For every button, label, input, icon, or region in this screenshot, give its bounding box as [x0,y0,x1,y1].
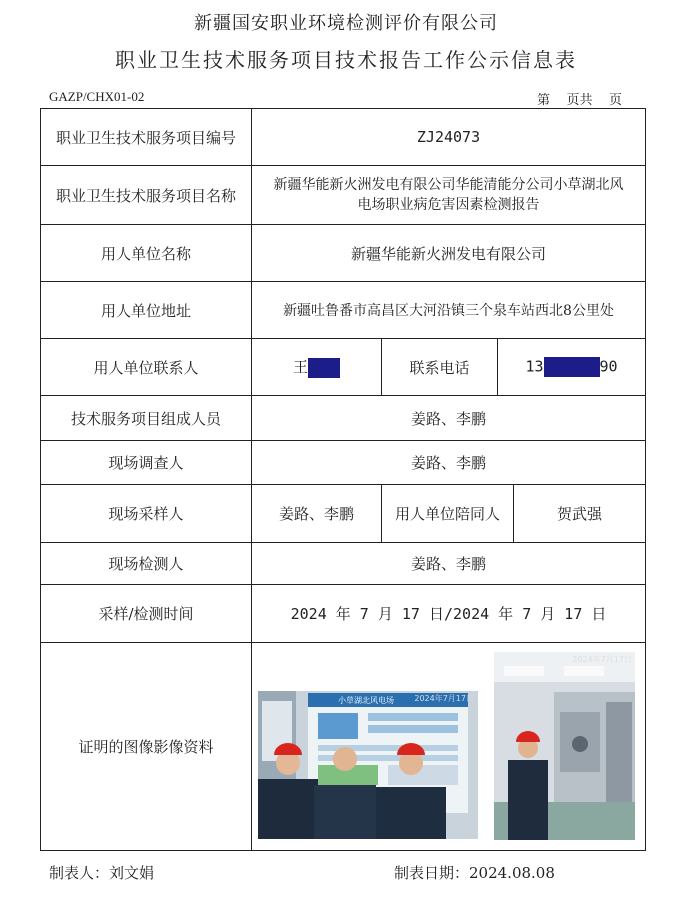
row-project-no [41,109,646,166]
row-testers [41,543,646,585]
label-samplers: 现场采样人 [41,485,252,543]
photo-team [258,691,478,839]
value-testers: 姜路、李鹏 [252,543,646,585]
row-employer-address [41,282,646,339]
value-employer-address: 新疆吐鲁番市高昌区大河沿镇三个泉车站西北8公里处 [252,282,646,339]
value-time: 2024 年 7 月 17 日/2024 年 7 月 17 日 [252,585,646,643]
value-employer-name: 新疆华能新火洲发电有限公司 [252,225,646,282]
label-escort: 用人单位陪同人 [382,485,514,543]
row-time [41,585,646,643]
project-name-line1: 新疆华能新火洲发电有限公司华能清能分公司小草湖北风 [273,177,624,193]
label-phone: 联系电话 [382,339,498,396]
row-members [41,396,646,441]
page-info: 第 页共 页 [537,93,623,108]
value-project-name [252,166,646,225]
table-date: 制表日期：2024.08.08 [394,864,555,882]
label-employer-name: 用人单位名称 [41,225,252,282]
form-title: 职业卫生技术服务项目技术报告工作公示信息表 [115,48,577,72]
label-images: 证明的图像影像资料 [41,643,252,851]
photo-switchgear [494,652,635,840]
label-contact: 用人单位联系人 [41,339,252,396]
label-testers: 现场检测人 [41,543,252,585]
label-members: 技术服务项目组成人员 [41,396,252,441]
value-escort: 贺武强 [514,485,646,543]
value-phone [498,339,646,396]
photo-switchgear-image [494,652,635,840]
value-samplers: 姜路、李鹏 [252,485,382,543]
value-members: 姜路、李鹏 [252,396,646,441]
label-project-no: 职业卫生技术服务项目编号 [41,109,252,166]
photo-team-date: 2024年7月17日 [414,694,474,703]
contact-name: 王 [292,358,308,376]
value-project-no: ZJ24073 [252,109,646,166]
project-name-line2: 电场职业病危害因素检测报告 [357,197,540,213]
row-investigators [41,441,646,485]
photo-switchgear-date: 2024年7月17日 [572,655,632,664]
company-name: 新疆国安职业环境检测评价有限公司 [194,13,498,34]
label-time: 采样/检测时间 [41,585,252,643]
value-contact-name [252,339,382,396]
photo-team-image [258,691,478,839]
row-contact [41,339,646,396]
phone-prefix: 13 [525,357,544,376]
row-samplers [41,485,646,543]
photo-team-board-text: 小草湖北风电场 [338,696,394,705]
value-investigators: 姜路、李鹏 [252,441,646,485]
table-maker: 制表人：刘文娟 [49,864,155,882]
label-investigators: 现场调查人 [41,441,252,485]
row-employer-name [41,225,646,282]
label-employer-address: 用人单位地址 [41,282,252,339]
redaction-block [308,358,340,378]
redaction-block [544,357,600,377]
document-code: GAZP/CHX01-02 [49,89,145,104]
phone-suffix: 90 [599,357,618,376]
row-project-name [41,166,646,225]
label-project-name: 职业卫生技术服务项目名称 [41,166,252,225]
